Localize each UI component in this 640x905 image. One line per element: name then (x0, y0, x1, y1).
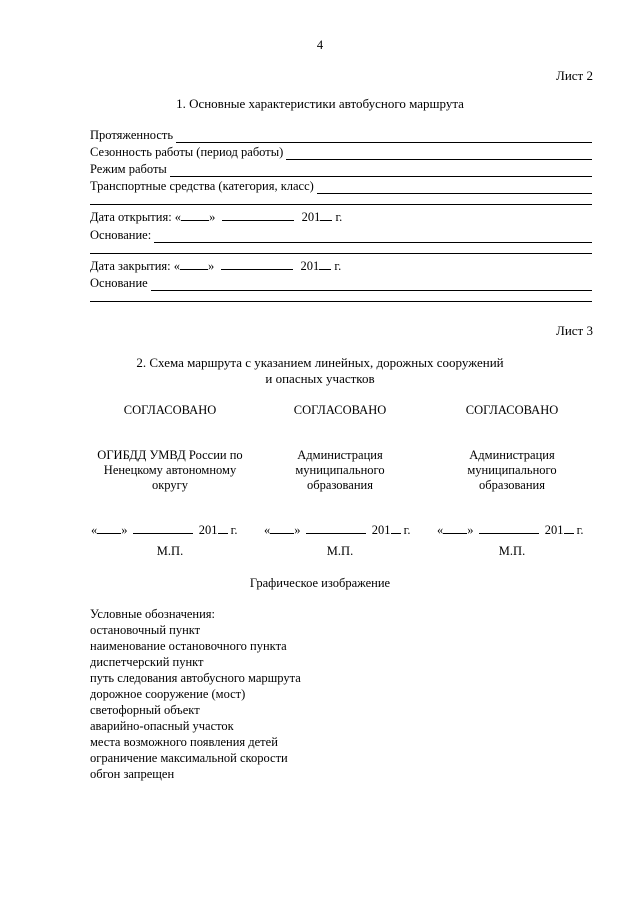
legend-item: путь следования автобусного маршрута (90, 671, 301, 685)
approval-heading: СОГЛАСОВАНО (293, 403, 387, 417)
approval-org (422, 448, 602, 493)
legend (90, 606, 301, 782)
approval-year-blank (564, 523, 574, 534)
approval-open-quote: « (91, 523, 98, 537)
approval-date[interactable] (437, 523, 583, 538)
closing-day-blank (180, 259, 208, 270)
approval-org-line: Администрация (297, 448, 383, 462)
separator-line (90, 204, 592, 205)
opening-basis-line (154, 232, 592, 243)
opening-day-blank (181, 210, 209, 221)
approval-month-blank (133, 523, 193, 534)
legend-item: обгон запрещен (90, 767, 175, 781)
sheet3-title-line1: 2. Схема маршрута с указанием линейных, дорожных сооружений (136, 355, 504, 370)
approval-org-line: образования (479, 478, 545, 492)
approval-org-line: образования (307, 478, 373, 492)
approval-year-suffix: г. (403, 523, 411, 537)
legend-item: остановочный пункт (90, 623, 201, 637)
approval-day-blank (443, 523, 467, 534)
legend-item: наименование остановочного пункта (90, 639, 287, 653)
field-seasonality[interactable] (90, 145, 592, 160)
opening-basis-label: Основание: (90, 228, 152, 242)
opening-date[interactable] (90, 210, 342, 225)
legend-title: Условные обозначения: (90, 607, 216, 621)
opening-close-quote: » (209, 210, 216, 224)
field-vehicles-line (317, 183, 592, 194)
legend-item: диспетчерский пункт (90, 655, 204, 669)
approval-year-suffix: г. (230, 523, 238, 537)
closing-date[interactable] (90, 259, 341, 274)
approval-close-quote: » (294, 523, 301, 537)
approval-close-quote: » (467, 523, 474, 537)
approval-date[interactable] (264, 523, 410, 538)
sheet2-title: 1. Основные характеристики автобусного маршрута (176, 96, 464, 111)
approval-day-blank (97, 523, 121, 534)
closing-basis-line (151, 280, 592, 291)
closing-date-label: Дата закрытия: « (90, 259, 180, 273)
approval-year-blank (218, 523, 228, 534)
legend-item: дорожное сооружение (мост) (90, 687, 246, 701)
opening-year: 201 (301, 210, 321, 224)
field-mode-label: Режим работы (90, 162, 167, 176)
approval-month-blank (479, 523, 539, 534)
closing-year: 201 (300, 259, 320, 273)
sheet3-label: Лист 3 (556, 323, 593, 338)
field-vehicles[interactable] (90, 179, 592, 194)
field-mode[interactable] (90, 162, 592, 177)
closing-close-quote: » (208, 259, 215, 273)
closing-month-blank (221, 259, 293, 270)
approval-org (80, 448, 260, 493)
approval-seal: М.П. (326, 544, 354, 558)
legend-item: светофорный объект (90, 703, 200, 717)
closing-basis[interactable] (90, 276, 592, 291)
opening-month-blank (222, 210, 294, 221)
field-length-line (176, 132, 592, 143)
legend-item: ограничение максимальной скорости (90, 751, 288, 765)
opening-date-label: Дата открытия: « (90, 210, 182, 224)
approval-org-line: Администрация (469, 448, 555, 462)
field-vehicles-label: Транспортные средства (категория, класс) (90, 179, 314, 193)
approval-year-blank (391, 523, 401, 534)
approval-year: 201 (544, 523, 564, 537)
approval-year-suffix: г. (576, 523, 584, 537)
opening-year-blank (320, 210, 332, 221)
separator-line (90, 301, 592, 302)
closing-year-blank (319, 259, 331, 270)
opening-basis[interactable] (90, 228, 592, 243)
approval-heading: СОГЛАСОВАНО (123, 403, 217, 417)
closing-year-suffix: г. (334, 259, 342, 273)
approval-year: 201 (198, 523, 218, 537)
approval-org-line: ОГИБДД УМВД России по (97, 448, 243, 462)
legend-item: аварийно-опасный участок (90, 719, 234, 733)
separator-line (90, 253, 592, 254)
approval-open-quote: « (437, 523, 444, 537)
approval-open-quote: « (264, 523, 271, 537)
field-seasonality-label: Сезонность работы (период работы) (90, 145, 284, 159)
approval-year: 201 (371, 523, 391, 537)
approval-date[interactable] (91, 523, 237, 538)
closing-basis-label: Основание (90, 276, 148, 290)
field-seasonality-line (286, 149, 592, 160)
field-length-label: Протяженность (90, 128, 174, 142)
approval-org-line: муниципального (295, 463, 385, 477)
approval-org-line: Ненецкому автономному (103, 463, 237, 477)
approval-close-quote: » (121, 523, 128, 537)
approval-month-blank (306, 523, 366, 534)
approval-org-line: округу (151, 478, 189, 492)
field-length[interactable] (90, 128, 592, 143)
approval-day-blank (270, 523, 294, 534)
approval-org (250, 448, 430, 493)
approval-org-line: муниципального (467, 463, 557, 477)
opening-year-suffix: г. (335, 210, 343, 224)
approval-heading: СОГЛАСОВАНО (465, 403, 559, 417)
sheet2-label: Лист 2 (556, 68, 593, 83)
approval-seal: М.П. (498, 544, 526, 558)
approval-seal: М.П. (156, 544, 184, 558)
field-mode-line (170, 166, 592, 177)
legend-item: места возможного появления детей (90, 735, 278, 749)
graphic-heading: Графическое изображение (249, 576, 391, 590)
sheet3-title-line2: и опасных участков (265, 371, 375, 386)
page-number: 4 (316, 38, 324, 52)
